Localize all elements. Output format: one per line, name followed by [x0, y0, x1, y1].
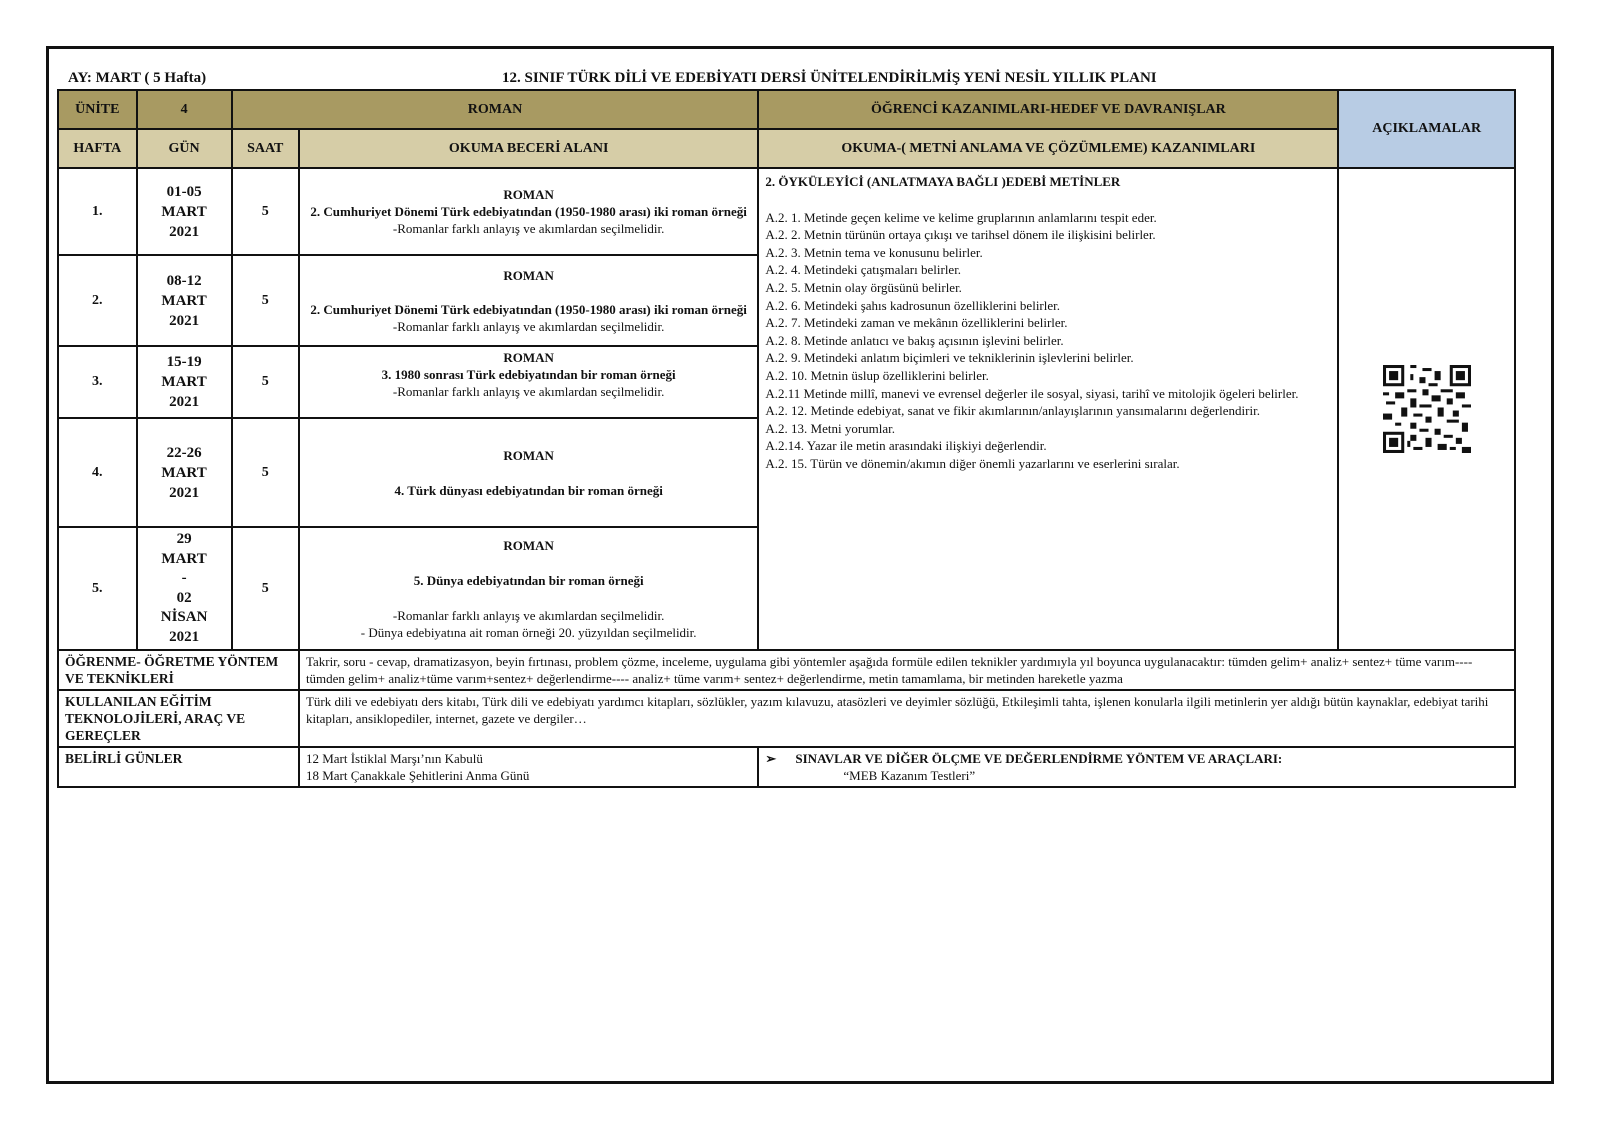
gun-line: 2021: [169, 223, 200, 240]
gun-cell: [137, 527, 232, 650]
kazanim-item: A.2. 4. Metindeki çatışmaları belirler.: [765, 262, 962, 278]
gunler-item: 18 Mart Çanakkale Şehitlerini Anma Günü: [305, 768, 530, 783]
gun-line: 22-26: [166, 444, 202, 461]
gun-cell: [137, 346, 232, 418]
hafta-cell: 1.: [58, 168, 137, 255]
kazanim-item: A.2. 12. Metinde edebiyat, sanat ve fikir akımlarının/anlayışlarının yansımalarını değerlendirir.: [765, 403, 1260, 419]
roman-label: ROMAN: [503, 447, 554, 463]
hafta-cell: 2.: [58, 255, 137, 346]
kazanim-item: A.2. 5. Metnin olay örgüsünü belirler.: [765, 279, 962, 295]
topic-text: 3. 1980 sonrası Türk edebiyatından bir roman örneği: [381, 367, 676, 382]
gun-line: 01-05: [166, 183, 202, 200]
okuma-cell: [299, 346, 758, 418]
gun-line: 2021: [169, 312, 200, 329]
arac-text: Türk dili ve edebiyatı ders kitabı, Türk dili ve edebiyatı yardımcı kitapları, sözlükler, yazım kılavuzu, atasözleri ve deyimler sözlüğü, Etkileşimli tahta, işlenen konularla ilgili metinlerin yer aldığı bütün kaynaklar, edebiyat tarihi kitapları, ansiklopediler, internet, gazete ve dergiler…: [299, 690, 1515, 747]
gun-line: 29: [176, 531, 192, 547]
kazanim-item: A.2. 6. Metindeki şahıs kadrosunun özelliklerini belirler.: [765, 297, 1060, 313]
kazanim-item: A.2. 7. Metindeki zaman ve mekânın özelliklerini belirler.: [765, 315, 1068, 331]
okuma-cell: [299, 168, 758, 255]
okuma-cell: [299, 255, 758, 346]
saat-cell: 5: [232, 255, 299, 346]
kazanim-item: A.2. 15. Türün ve dönemin/akımın diğer önemli yazarlarını ve eserlerini sıralar.: [765, 455, 1180, 471]
gunler-item: 12 Mart İstiklal Marşı’nın Kabulü: [305, 751, 483, 766]
arac-row: [58, 690, 1515, 747]
hafta-cell: 4.: [58, 418, 137, 527]
gun-cell: [137, 255, 232, 346]
gun-line: MART: [161, 292, 207, 309]
hafta-cell: 3.: [58, 346, 137, 418]
okuma-header: OKUMA BECERİ ALANI: [299, 129, 758, 168]
kazanim-item: A.2. 13. Metni yorumlar.: [765, 420, 896, 436]
kazanim-title: 2. ÖYKÜLEYİCİ (ANLATMAYA BAĞLI )EDEBİ METİNLER: [765, 174, 1121, 189]
gun-cell: [137, 418, 232, 527]
kazanim-item: A.2. 8. Metinde anlatıcı ve bakış açısının işlevini belirler.: [765, 332, 1064, 348]
yontem-row: [58, 650, 1515, 690]
unite-name: ROMAN: [232, 90, 759, 129]
kazanim-item: A.2. 2. Metnin türünün ortaya çıkışı ve tarihsel dönem ile ilişkisini belirler.: [765, 227, 1156, 243]
table-row: [58, 168, 1515, 255]
sinav-cell: [758, 747, 1515, 787]
month-label: AY: MART ( 5 Hafta): [68, 70, 207, 86]
kazanim-item: A.2.11 Metinde millî, manevi ve evrensel değerler ile sosyal, siyasi, tarihî ve mitolojik ögeleri belirler.: [765, 385, 1299, 401]
kazanim-item: A.2. 3. Metnin tema ve konusunu belirler.: [765, 244, 983, 260]
gun-line: -: [181, 570, 187, 586]
saat-header: SAAT: [232, 129, 299, 168]
arrow-bullet-icon: ➢: [765, 751, 777, 766]
note-text: -Romanlar farklı anlayış ve akımlardan seçilmelidir.: [392, 607, 665, 623]
gun-line: 08-12: [166, 272, 202, 289]
aciklamalar-cell: [1338, 168, 1515, 650]
yontem-text: Takrir, soru - cevap, dramatizasyon, beyin fırtınası, problem çözme, inceleme, uygulama gibi yöntemler aşağıda formüle edilen teknikler yardımıyla yıl boyunca uygulanacaktır: tümden gelim+ analiz+ sentez+ tüme varım---- tümden gelim+ analiz+tüme varım+sentez+ değerlendirme---- analiz+ tüme varım+ sentez+ değerlendirme, metin tamamlama, bir metinden hareketle yazma: [299, 650, 1515, 690]
gunler-row: [58, 747, 1515, 787]
gunler-cell: [299, 747, 758, 787]
topic-text: 4. Türk dünyası edebiyatından bir roman örneği: [394, 482, 663, 498]
yontem-label: ÖĞRENME- ÖĞRETME YÖNTEM VE TEKNİKLERİ: [58, 650, 299, 690]
kazanim-item: A.2.14. Yazar ile metin arasındaki ilişkiyi değerlendir.: [765, 438, 1047, 454]
gun-line: 2021: [169, 394, 200, 410]
topic-text: 5. Dünya edebiyatından bir roman örneği: [413, 572, 644, 588]
okuma-cell: [299, 527, 758, 650]
roman-label: ROMAN: [503, 537, 554, 553]
qr-code-icon: [1383, 365, 1471, 453]
hafta-header: HAFTA: [58, 129, 137, 168]
roman-label: ROMAN: [503, 187, 554, 202]
gun-header: GÜN: [137, 129, 232, 168]
gun-line: 2021: [169, 628, 200, 645]
sinav-label: SINAVLAR VE DİĞER ÖLÇME VE DEĞERLENDİRME YÖNTEM VE ARAÇLARI:: [795, 751, 1283, 766]
gun-cell: [137, 168, 232, 255]
arac-label: KULLANILAN EĞİTİM TEKNOLOJİLERİ, ARAÇ VE GEREÇLER: [58, 690, 299, 747]
note-text: -Romanlar farklı anlayış ve akımlardan seçilmelidir.: [392, 318, 665, 334]
note-text: -Romanlar farklı anlayış ve akımlardan seçilmelidir.: [392, 221, 665, 236]
topic-text: 2. Cumhuriyet Dönemi Türk edebiyatından (1950-1980 arası) iki roman örneği: [310, 301, 747, 317]
gun-line: MART: [161, 374, 207, 390]
note-text: - Dünya edebiyatına ait roman örneği 20. yüzyıldan seçilmelidir.: [360, 624, 697, 640]
roman-label: ROMAN: [503, 350, 554, 365]
saat-cell: 5: [232, 418, 299, 527]
unite-value: 4: [137, 90, 232, 129]
hafta-cell: 5.: [58, 527, 137, 650]
saat-cell: 5: [232, 346, 299, 418]
gunler-label: BELİRLİ GÜNLER: [58, 747, 299, 787]
okuma-kazanim-header: OKUMA-( METNİ ANLAMA VE ÇÖZÜMLEME) KAZANIMLARI: [758, 129, 1338, 168]
unite-label: ÜNİTE: [58, 90, 137, 129]
gun-line: 2021: [169, 484, 200, 501]
gun-line: NİSAN: [160, 609, 208, 625]
okuma-cell: [299, 418, 758, 527]
gun-line: 02: [176, 589, 192, 606]
kazanim-header: ÖĞRENCİ KAZANIMLARI-HEDEF VE DAVRANIŞLAR: [758, 90, 1338, 129]
kazanim-item: A.2. 10. Metnin üslup özelliklerini belirler.: [765, 367, 989, 383]
topic-text: 2. Cumhuriyet Dönemi Türk edebiyatından (1950-1980 arası) iki roman örneği: [310, 204, 747, 219]
sinav-value: “MEB Kazanım Testleri”: [843, 768, 976, 783]
kazanim-item: A.2. 9. Metindeki anlatım biçimleri ve tekniklerinin işlevlerini belirler.: [765, 350, 1134, 366]
saat-cell: 5: [232, 527, 299, 650]
yearly-plan-table: [57, 89, 1516, 788]
gun-line: MART: [161, 203, 207, 220]
page-title: 12. SINIF TÜRK DİLİ VE EDEBİYATI DERSİ ÜNİTELENDİRİLMİŞ YENİ NESİL YILLIK PLANI: [502, 70, 1157, 86]
saat-cell: 5: [232, 168, 299, 255]
gun-line: MART: [161, 550, 207, 567]
roman-label: ROMAN: [503, 267, 554, 283]
kazanim-cell: [758, 168, 1338, 650]
gun-line: 15-19: [166, 354, 202, 370]
kazanim-item: A.2. 1. Metinde geçen kelime ve kelime gruplarının anlamlarını tespit eder.: [765, 209, 1157, 225]
page-header: [68, 68, 1518, 88]
note-text: -Romanlar farklı anlayış ve akımlardan seçilmelidir.: [392, 384, 665, 399]
aciklamalar-header: AÇIKLAMALAR: [1338, 90, 1515, 168]
gun-line: MART: [161, 464, 207, 481]
